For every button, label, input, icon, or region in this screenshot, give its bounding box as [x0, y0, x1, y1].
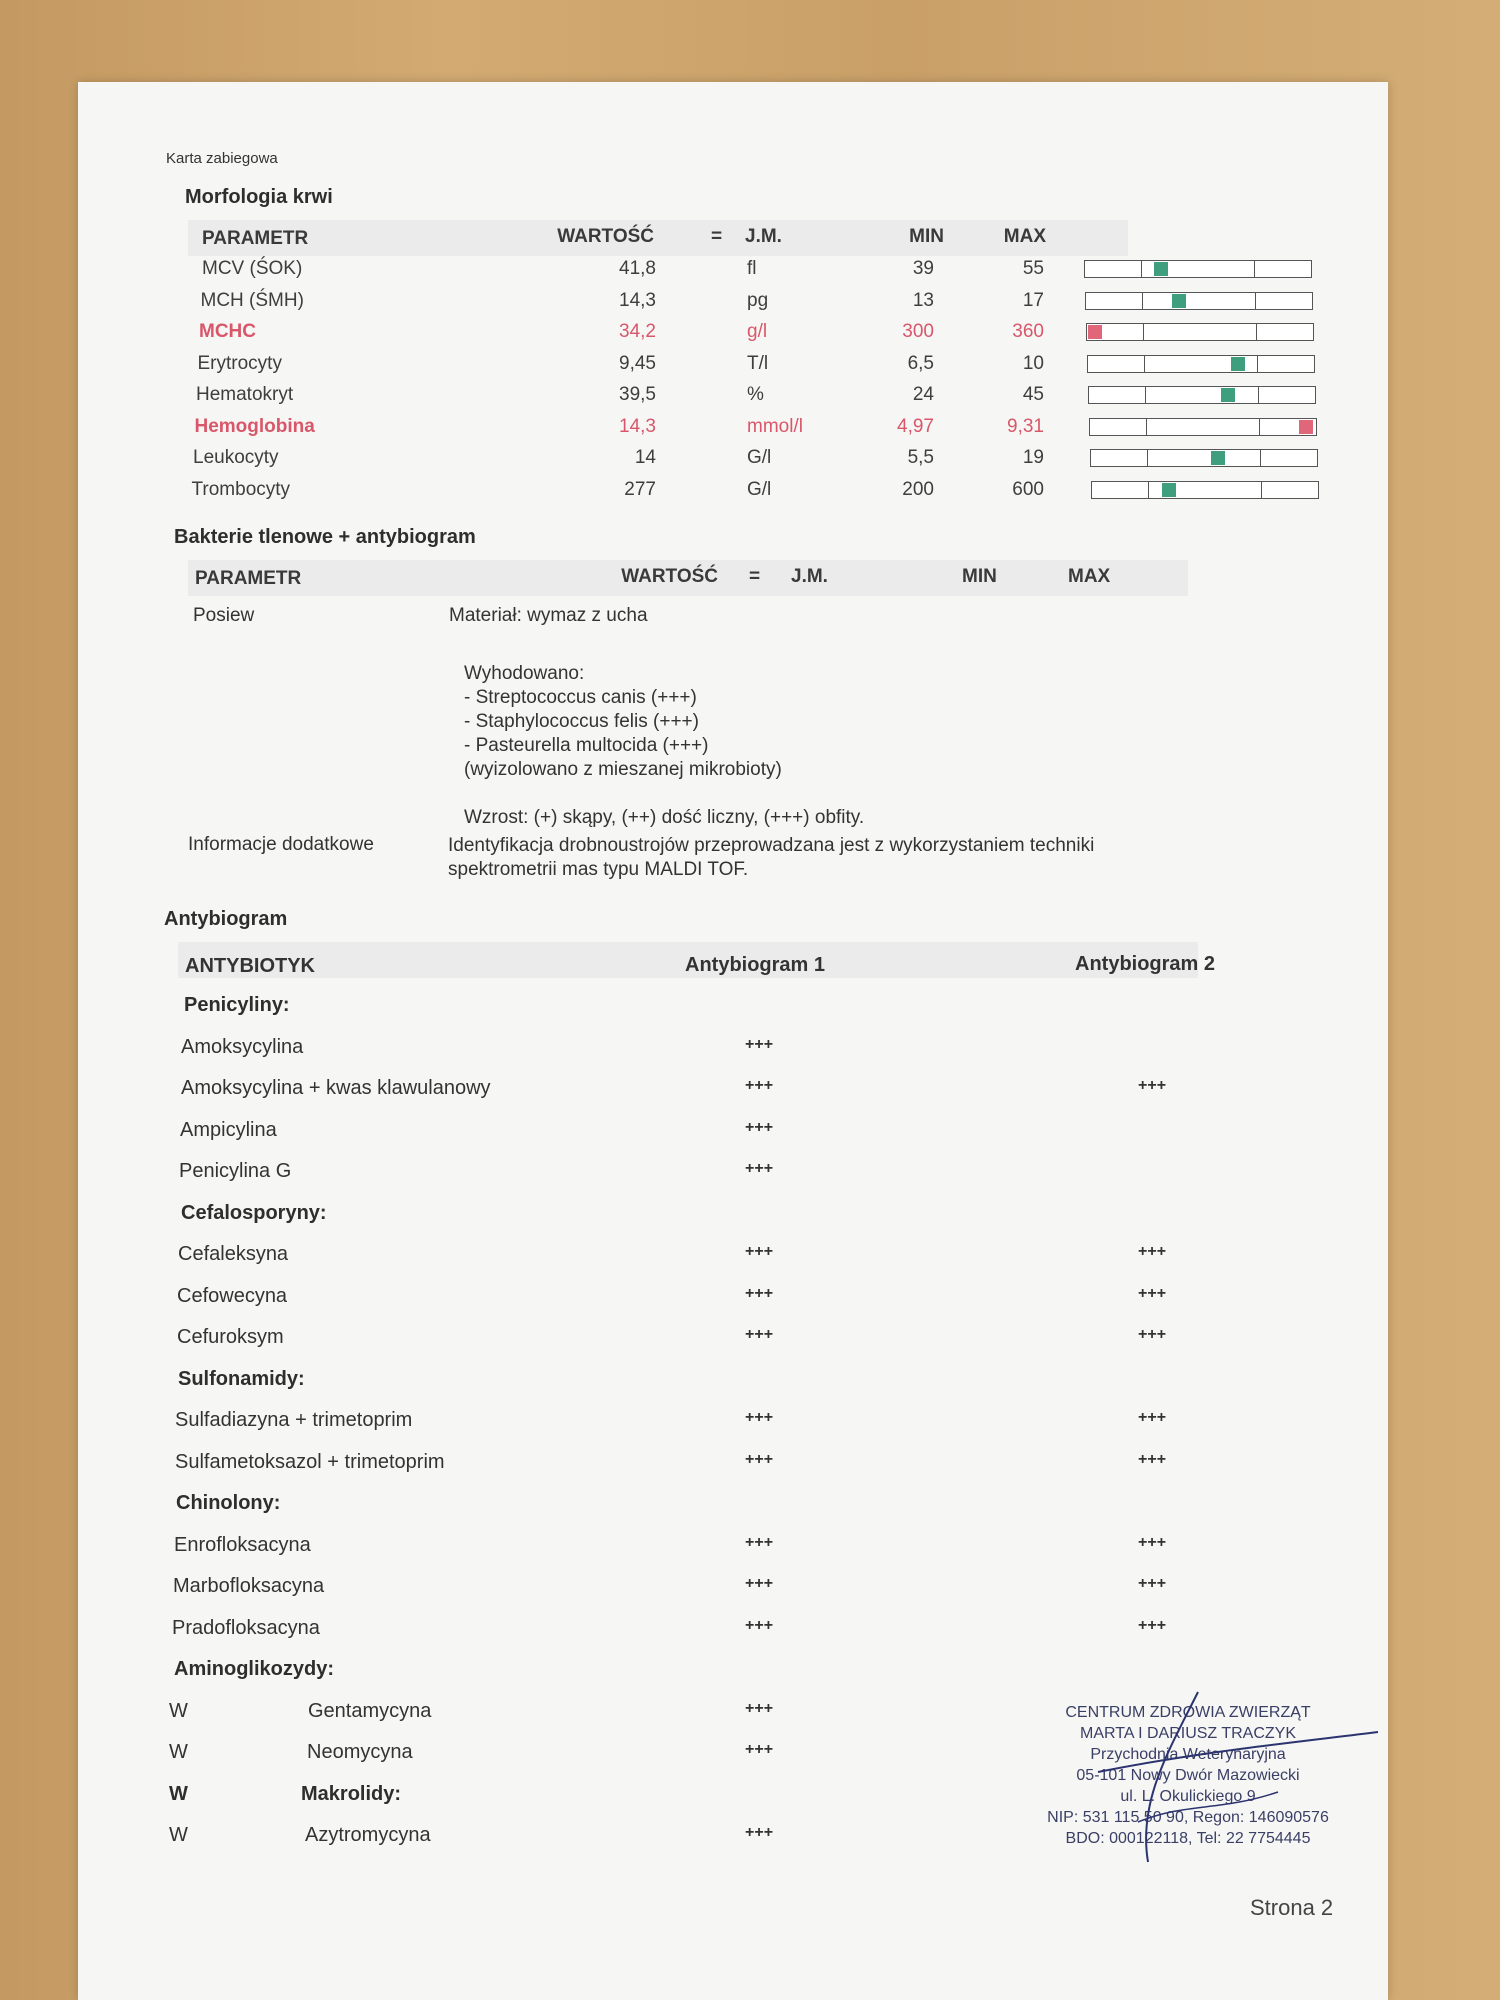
range-tick: [1261, 482, 1262, 498]
param-min: 5,5: [907, 447, 934, 468]
material-text: Materiał: wymaz z ucha: [449, 605, 648, 626]
param-value: 14: [634, 447, 656, 468]
antibiogram-2-result: +++: [1138, 1077, 1167, 1094]
stamp-line: MARTA I DARIUSZ TRACZYK: [1079, 1725, 1297, 1742]
page-number: Strona 2: [1250, 1895, 1334, 1920]
stamp-line: Przychodnia Weterynaryjna: [1090, 1746, 1286, 1763]
antibiogram-2-result: +++: [1138, 1617, 1167, 1634]
param-max: 360: [1012, 321, 1044, 342]
antibiogram-title: Antybiogram: [164, 908, 288, 930]
morphology-header-value: WARTOŚĆ: [557, 226, 654, 247]
value-marker: [1088, 325, 1102, 339]
range-bar: [1088, 386, 1316, 404]
antibiogram-1-result: +++: [745, 1036, 774, 1053]
growth-legend: Wzrost: (+) skąpy, (++) dość liczny, (+++) obfity.: [464, 807, 865, 828]
range-bar: [1086, 323, 1314, 341]
info-text: [448, 834, 1094, 882]
range-tick: [1257, 356, 1258, 372]
range-bar: [1090, 449, 1318, 467]
antibiotic-name: Amoksycylina: [181, 1036, 304, 1058]
stamp-line: CENTRUM ZDROWIA ZWIERZĄT: [1065, 1704, 1311, 1721]
antibiotic-name: Azytromycyna: [305, 1824, 431, 1846]
param-name: Hematokryt: [196, 384, 294, 405]
param-value: 39,5: [619, 384, 656, 405]
stamp-line: 05-101 Nowy Dwór Mazowiecki: [1076, 1767, 1300, 1784]
culture-line: - Pasteurella multocida (+++): [464, 735, 709, 756]
antibiotic-name: Enrofloksacyna: [174, 1534, 311, 1556]
document-type-label: Karta zabiegowa: [166, 150, 278, 167]
range-tick: [1255, 293, 1256, 309]
antibiotic-name: Ampicylina: [180, 1119, 277, 1141]
antibiogram-header-1: Antybiogram 1: [685, 954, 826, 976]
param-min: 24: [912, 384, 934, 405]
antibiotic-name: Cefowecyna: [177, 1285, 288, 1307]
antibiotic-group: Sulfonamidy:: [178, 1368, 305, 1390]
antibiogram-2-result: +++: [1138, 1451, 1167, 1468]
morphology-header-param: PARAMETR: [202, 228, 309, 249]
param-name: MCH (ŚMH): [200, 290, 304, 311]
antibiotic-name: Gentamycyna: [308, 1700, 432, 1722]
param-max: 17: [1022, 290, 1044, 311]
range-bar: [1091, 481, 1319, 499]
morphology-title: Morfologia krwi: [185, 186, 333, 208]
antibiogram-1-result: +++: [745, 1409, 774, 1426]
param-min: 6,5: [907, 353, 934, 374]
value-marker: [1231, 357, 1245, 371]
value-marker: [1154, 262, 1168, 276]
param-value: 14,3: [619, 416, 656, 437]
param-min: 300: [902, 321, 934, 342]
param-unit: G/l: [747, 447, 772, 468]
morphology-header-max: MAX: [1003, 226, 1046, 247]
antibiotic-group: Chinolony:: [176, 1492, 281, 1514]
antibiotic-name: Cefaleksyna: [178, 1243, 289, 1265]
param-min: 200: [902, 479, 934, 500]
range-tick: [1146, 419, 1147, 435]
range-bar: [1084, 260, 1312, 278]
range-tick: [1254, 261, 1255, 277]
antibiotic-prefix: W: [169, 1700, 188, 1722]
antibiogram-2-result: +++: [1138, 1285, 1167, 1302]
antibiotic-prefix: W: [169, 1783, 188, 1805]
param-unit: %: [747, 384, 764, 405]
param-min: 13: [912, 290, 934, 311]
range-tick: [1260, 450, 1261, 466]
antibiotic-name: Marbofloksacyna: [173, 1575, 325, 1597]
param-min: 39: [912, 258, 934, 279]
param-unit: pg: [747, 290, 769, 311]
antibiotic-group: Aminoglikozydy:: [174, 1658, 335, 1680]
param-max: 55: [1022, 258, 1044, 279]
antibiogram-1-result: +++: [745, 1741, 774, 1758]
range-tick: [1256, 324, 1257, 340]
antibiogram-2-result: +++: [1138, 1575, 1167, 1592]
param-unit: g/l: [747, 321, 768, 342]
antibiogram-1-result: +++: [745, 1243, 774, 1260]
antibiotic-prefix: W: [169, 1824, 188, 1846]
antibiogram-header-drug: ANTYBIOTYK: [185, 955, 315, 977]
range-tick: [1258, 387, 1259, 403]
posiew-label: Posiew: [193, 605, 255, 626]
antibiogram-2-result: +++: [1138, 1534, 1167, 1551]
culture-results: [464, 662, 864, 830]
bacteria-title: Bakterie tlenowe + antybiogram: [174, 526, 476, 548]
param-value: 41,8: [619, 258, 656, 279]
morphology-header-min: MIN: [909, 226, 944, 247]
param-unit: fl: [747, 258, 757, 279]
param-unit: mmol/l: [747, 416, 803, 437]
culture-line: - Streptococcus canis (+++): [464, 687, 697, 708]
range-tick: [1259, 419, 1260, 435]
bacteria-header-eq: =: [749, 566, 761, 587]
value-marker: [1299, 420, 1313, 434]
range-tick: [1145, 387, 1146, 403]
antibiogram-1-result: +++: [745, 1160, 774, 1177]
value-marker: [1221, 388, 1235, 402]
param-value: 277: [624, 479, 656, 500]
antibiotic-name: Sulfametoksazol + trimetoprim: [175, 1451, 445, 1473]
antibiogram-1-result: +++: [745, 1451, 774, 1468]
info-line: Identyfikacja drobnoustrojów przeprowadzana jest z wykorzystaniem techniki: [448, 835, 1095, 856]
range-bar: [1087, 355, 1315, 373]
param-name: MCHC: [199, 321, 256, 342]
range-bar: [1085, 292, 1313, 310]
antibiotic-name: Pradofloksacyna: [172, 1617, 320, 1639]
param-value: 9,45: [619, 353, 656, 374]
bacteria-header-min: MIN: [962, 566, 997, 587]
param-unit: T/l: [747, 353, 769, 374]
antibiogram-1-result: +++: [745, 1617, 774, 1634]
document-page: [78, 82, 1388, 2000]
antibiogram-1-result: +++: [745, 1077, 774, 1094]
param-unit: G/l: [747, 479, 772, 500]
range-bar: [1089, 418, 1317, 436]
antibiotic-group: Penicyliny:: [184, 994, 290, 1016]
antibiogram-1-result: +++: [745, 1824, 774, 1841]
param-max: 10: [1022, 353, 1044, 374]
antibiotic-group: Makrolidy:: [301, 1783, 402, 1805]
bacteria-header-unit: J.M.: [791, 566, 828, 587]
param-name: Leukocyty: [193, 447, 279, 468]
range-tick: [1143, 324, 1144, 340]
antibiogram-2-result: +++: [1138, 1243, 1167, 1260]
antibiotic-name: Cefuroksym: [177, 1326, 284, 1348]
antibiogram-1-result: +++: [745, 1534, 774, 1551]
range-tick: [1147, 450, 1148, 466]
antibiogram-1-result: +++: [745, 1119, 774, 1136]
antibiogram-1-result: +++: [745, 1575, 774, 1592]
antibiotic-name: Penicylina G: [179, 1160, 292, 1182]
morphology-header-unit: J.M.: [745, 226, 782, 247]
param-max: 19: [1022, 447, 1044, 468]
param-max: 600: [1012, 479, 1044, 500]
range-tick: [1142, 293, 1143, 309]
bacteria-header-value: WARTOŚĆ: [621, 566, 718, 587]
bacteria-header-max: MAX: [1068, 566, 1111, 587]
antibiogram-2-result: +++: [1138, 1409, 1167, 1426]
info-label: Informacje dodatkowe: [188, 834, 374, 855]
stamp-line: NIP: 531 115 50 90, Regon: 146090576: [1047, 1809, 1329, 1826]
stamp-line: BDO: 000122118, Tel: 22 7754445: [1065, 1830, 1311, 1847]
antibiotic-name: Amoksycylina + kwas klawulanowy: [181, 1077, 491, 1099]
value-marker: [1172, 294, 1186, 308]
value-marker: [1162, 483, 1176, 497]
stamp-line: ul. L. Okulickiego 9: [1120, 1788, 1256, 1805]
antibiotic-group: Cefalosporyny:: [181, 1202, 327, 1224]
range-tick: [1144, 356, 1145, 372]
param-name: Hemoglobina: [194, 416, 315, 437]
range-tick: [1148, 482, 1149, 498]
culture-line: - Staphylococcus felis (+++): [464, 711, 699, 732]
param-name: MCV (ŚOK): [202, 258, 303, 279]
culture-line-spacer: [464, 782, 864, 806]
antibiogram-2-result: +++: [1138, 1326, 1167, 1343]
param-min: 4,97: [897, 416, 934, 437]
antibiogram-1-result: +++: [745, 1326, 774, 1343]
bacteria-header-param: PARAMETR: [195, 568, 302, 589]
signature-scribble: [1078, 1672, 1398, 1882]
antibiogram-header-2: Antybiogram 2: [1075, 953, 1216, 975]
antibiogram-1-result: +++: [745, 1285, 774, 1302]
param-max: 45: [1022, 384, 1044, 405]
antibiotic-prefix: W: [169, 1741, 188, 1763]
value-marker: [1211, 451, 1225, 465]
param-name: Trombocyty: [191, 479, 291, 500]
antibiotic-name: Neomycyna: [307, 1741, 413, 1763]
param-value: 14,3: [619, 290, 656, 311]
param-max: 9,31: [1007, 416, 1044, 437]
param-value: 34,2: [619, 321, 656, 342]
culture-line: Wyhodowano:: [464, 663, 585, 684]
morphology-header-eq: =: [711, 226, 723, 247]
info-line: spektrometrii mas typu MALDI TOF.: [448, 859, 749, 880]
antibiotic-name: Sulfadiazyna + trimetoprim: [175, 1409, 413, 1431]
param-name: Erytrocyty: [197, 353, 282, 374]
culture-line: (wyizolowano z mieszanej mikrobioty): [464, 759, 782, 780]
antibiogram-1-result: +++: [745, 1700, 774, 1717]
range-tick: [1141, 261, 1142, 277]
